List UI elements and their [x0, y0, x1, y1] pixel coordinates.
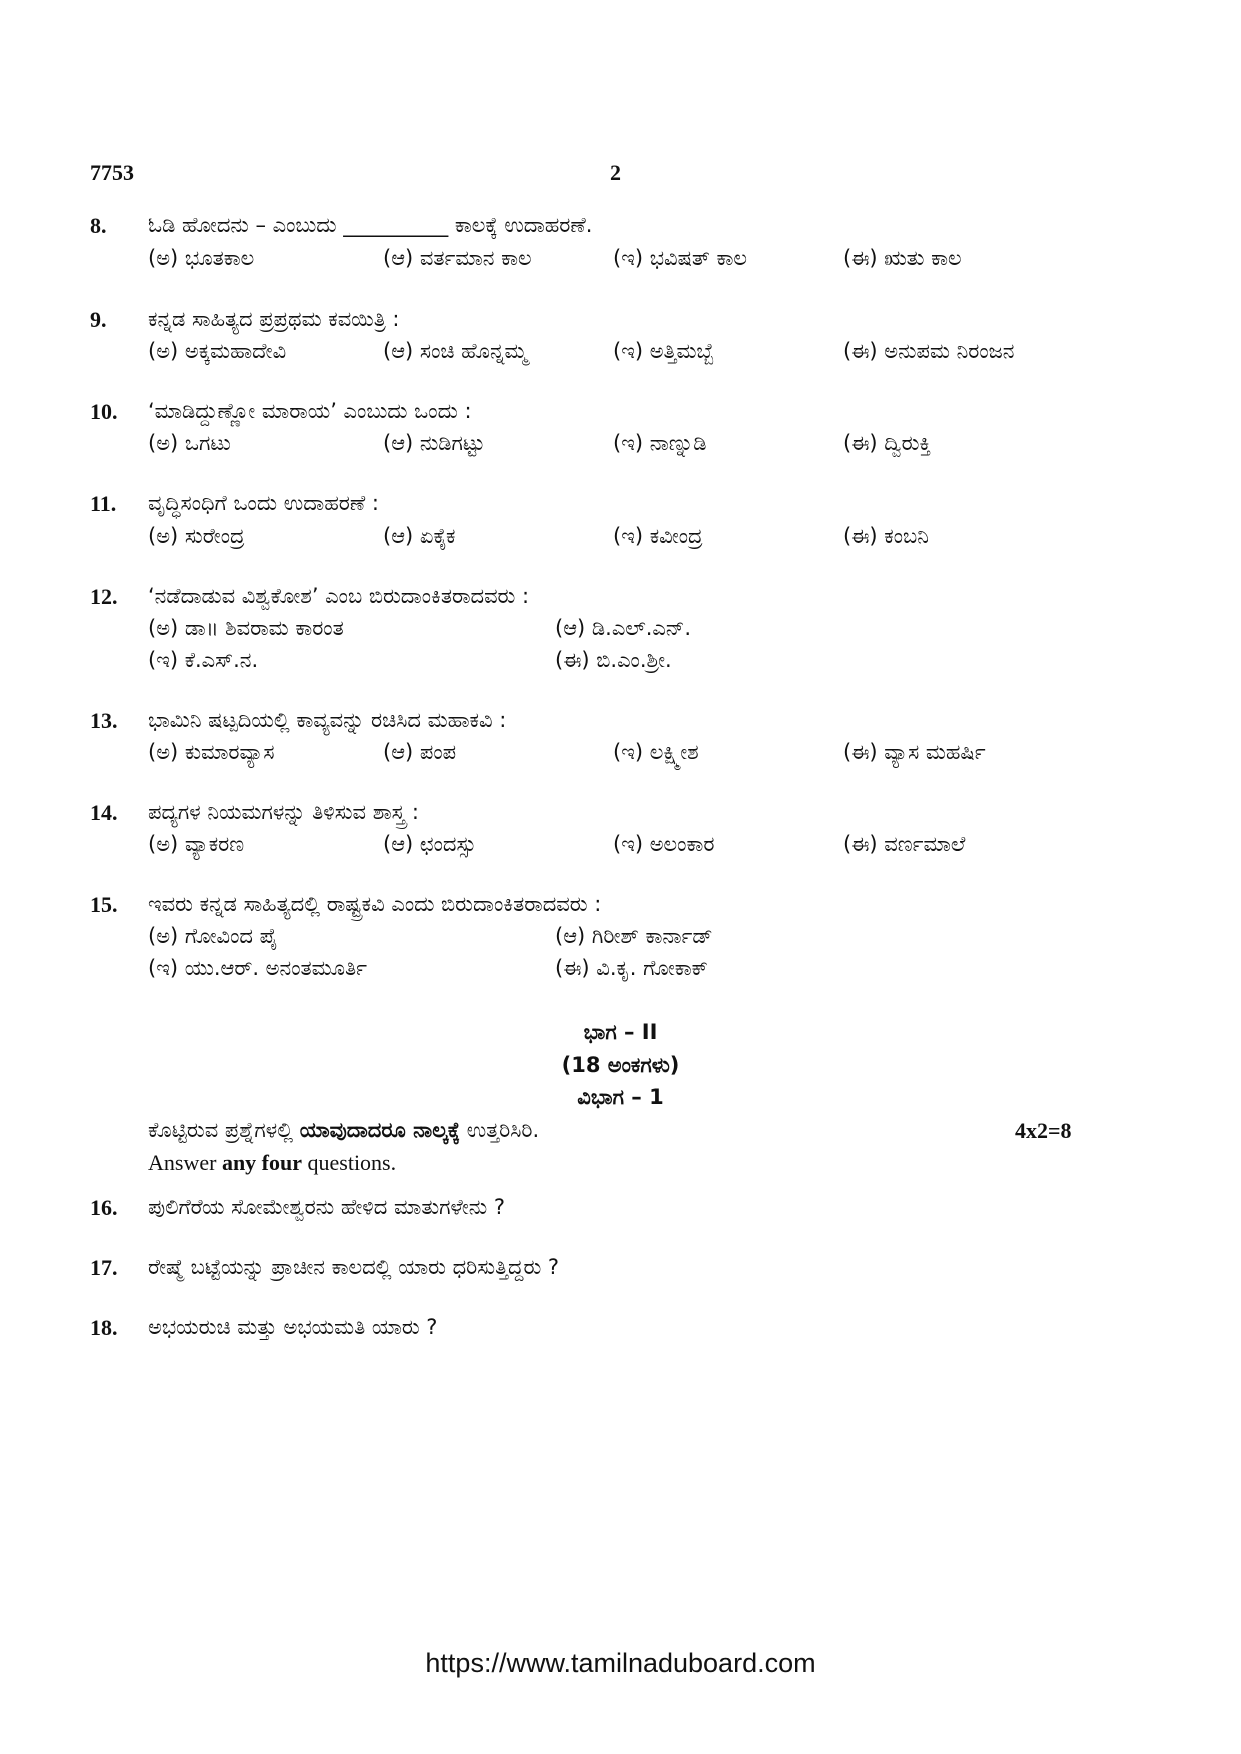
option-b: (ಆ) ಡಿ.ಎಲ್.ಎನ್. — [555, 616, 692, 640]
part-title: ಭಾಗ – II — [583, 1020, 658, 1044]
question-number: 8. — [90, 213, 107, 238]
instruction-emphasis: ಯಾವುದಾದರೂ ನಾಲ್ಕಕ್ಕೆ — [299, 1118, 461, 1142]
footer-url[interactable]: https://www.tamilnaduboard.com — [425, 1648, 816, 1678]
option-b: (ಆ) ಏಕೈಕ — [383, 524, 456, 548]
instruction-kannada — [148, 1118, 539, 1143]
option-a: (ಅ) ಗೋವಿಂದ ಪೈ — [148, 924, 278, 948]
option-b: (ಆ) ಪಂಪ — [383, 740, 457, 764]
question-text: ಇವರು ಕನ್ನಡ ಸಾಹಿತ್ಯದಲ್ಲಿ ರಾಷ್ಟ್ರಕವಿ ಎಂದು ಬಿರುದಾಂಕಿತರಾದವರು : — [148, 892, 602, 916]
option-a: (ಅ) ಸುರೇಂದ್ರ — [148, 524, 245, 548]
option-a: (ಅ) ಒಗಟು — [148, 431, 231, 455]
question-text: ಕನ್ನಡ ಸಾಹಿತ್ಯದ ಪ್ರಪ್ರಥಮ ಕವಯಿತ್ರಿ : — [148, 307, 400, 331]
option-a: (ಅ) ಡಾ॥ ಶಿವರಾಮ ಕಾರಂತ — [148, 616, 344, 640]
option-b: (ಆ) ನುಡಿಗಟ್ಟು — [383, 431, 485, 455]
option-a: (ಅ) ಕುಮಾರವ್ಯಾಸ — [148, 740, 275, 764]
option-b: (ಆ) ವರ್ತಮಾನ ಕಾಲ — [383, 246, 532, 270]
option-d: (ಈ) ಬಿ.ಎಂ.ಶ್ರೀ. — [555, 648, 672, 672]
section-title: ವಿಭಾಗ – 1 — [577, 1085, 664, 1109]
option-c: (ಇ) ಲಕ್ಷ್ಮೀಶ — [613, 740, 699, 764]
page-number: 2 — [610, 160, 621, 185]
question-number: 17. — [90, 1255, 118, 1280]
instruction-english-text-end: questions. — [302, 1150, 397, 1175]
option-a: (ಅ) ವ್ಯಾಕರಣ — [148, 832, 245, 856]
option-b: (ಆ) ಗಿರೀಶ್ ಕಾರ್ನಾಡ್ — [555, 924, 713, 948]
option-c: (ಇ) ಅತ್ತಿಮಬ್ಬೆ — [613, 339, 715, 363]
question-text: ವೃದ್ಧಿಸಂಧಿಗೆ ಒಂದು ಉದಾಹರಣೆ : — [148, 491, 379, 515]
instruction-text: ಕೊಟ್ಟಿರುವ ಪ್ರಶ್ನೆಗಳಲ್ಲಿ — [148, 1118, 300, 1142]
question-text: ಅಭಯರುಚಿ ಮತ್ತು ಅಭಯಮತಿ ಯಾರು ? — [148, 1315, 438, 1339]
option-d: (ಈ) ಕಂಬನಿ — [843, 524, 929, 548]
question-number: 10. — [90, 399, 118, 424]
marks-formula: 4x2=8 — [1015, 1118, 1072, 1143]
option-d: (ಈ) ವ್ಯಾಸ ಮಹರ್ಷಿ — [843, 740, 986, 764]
instruction-text-end: ಉತ್ತರಿಸಿರಿ. — [460, 1118, 540, 1142]
option-a: (ಅ) ಅಕ್ಕಮಹಾದೇವಿ — [148, 339, 287, 363]
question-text: ಪದ್ಯಗಳ ನಿಯಮಗಳನ್ನು ತಿಳಿಸುವ ಶಾಸ್ತ್ರ : — [148, 800, 419, 824]
question-number: 15. — [90, 892, 118, 917]
option-d: (ಈ) ಅನುಪಮ ನಿರಂಜನ — [843, 339, 1015, 363]
option-c: (ಇ) ಭವಿಷತ್ ಕಾಲ — [613, 246, 747, 270]
question-text: ‘ನಡೆದಾಡುವ ವಿಶ್ವಕೋಶ’ ಎಂಬ ಬಿರುದಾಂಕಿತರಾದವರು : — [148, 584, 530, 608]
option-c: (ಇ) ಅಲಂಕಾರ — [613, 832, 715, 856]
question-number: 13. — [90, 708, 118, 733]
option-b: (ಆ) ಛಂದಸ್ಸು — [383, 832, 477, 856]
question-text: ರೇಷ್ಮೆ ಬಟ್ಟೆಯನ್ನು ಪ್ರಾಚೀನ ಕಾಲದಲ್ಲಿ ಯಾರು ಧರಿಸುತ್ತಿದ್ದರು ? — [148, 1255, 560, 1279]
question-number: 11. — [90, 491, 117, 516]
question-number: 16. — [90, 1195, 118, 1220]
option-c: (ಇ) ಯು.ಆರ್. ಅನಂತಮೂರ್ತಿ — [148, 956, 368, 980]
option-c: (ಇ) ಕವೀಂದ್ರ — [613, 524, 703, 548]
question-text: ಪುಲಿಗೆರೆಯ ಸೋಮೇಶ್ವರನು ಹೇಳಿದ ಮಾತುಗಳೇನು ? — [148, 1195, 505, 1219]
instruction-english-text: Answer — [148, 1150, 222, 1175]
instruction-english-emphasis: any four — [221, 1150, 302, 1175]
question-number: 14. — [90, 800, 118, 825]
option-c: (ಇ) ನಾಣ್ನುಡಿ — [613, 431, 707, 455]
option-b: (ಆ) ಸಂಚಿ ಹೊನ್ನಮ್ಮ — [383, 339, 528, 363]
instruction-english — [148, 1150, 396, 1176]
part-marks: (18 ಅಂಕಗಳು) — [561, 1053, 680, 1077]
question-text: ಭಾಮಿನಿ ಷಟ್ಪದಿಯಲ್ಲಿ ಕಾವ್ಯವನ್ನು ರಚಿಸಿದ ಮಹಾಕವಿ : — [148, 708, 507, 732]
option-d: (ಈ) ವಿ.ಕೃ. ಗೋಕಾಕ್ — [555, 956, 708, 980]
question-number: 18. — [90, 1315, 118, 1340]
option-a: (ಅ) ಭೂತಕಾಲ — [148, 246, 255, 270]
paper-code: 7753 — [90, 160, 134, 185]
option-c: (ಇ) ಕೆ.ಎಸ್.ನ. — [148, 648, 259, 672]
question-text: ‘ಮಾಡಿದ್ದುಣ್ಣೋ ಮಾರಾಯ’ ಎಂಬುದು ಒಂದು : — [148, 399, 472, 423]
option-d: (ಈ) ದ್ವಿರುಕ್ತಿ — [843, 431, 932, 455]
question-number: 9. — [90, 307, 107, 332]
question-number: 12. — [90, 584, 118, 609]
question-text: ಓಡಿ ಹೋದನು – ಎಂಬುದು __________ ಕಾಲಕ್ಕೆ ಉದಾಹರಣೆ. — [148, 213, 593, 237]
option-d: (ಈ) ವರ್ಣಮಾಲೆ — [843, 832, 966, 856]
option-d: (ಈ) ಋತು ಕಾಲ — [843, 246, 962, 270]
